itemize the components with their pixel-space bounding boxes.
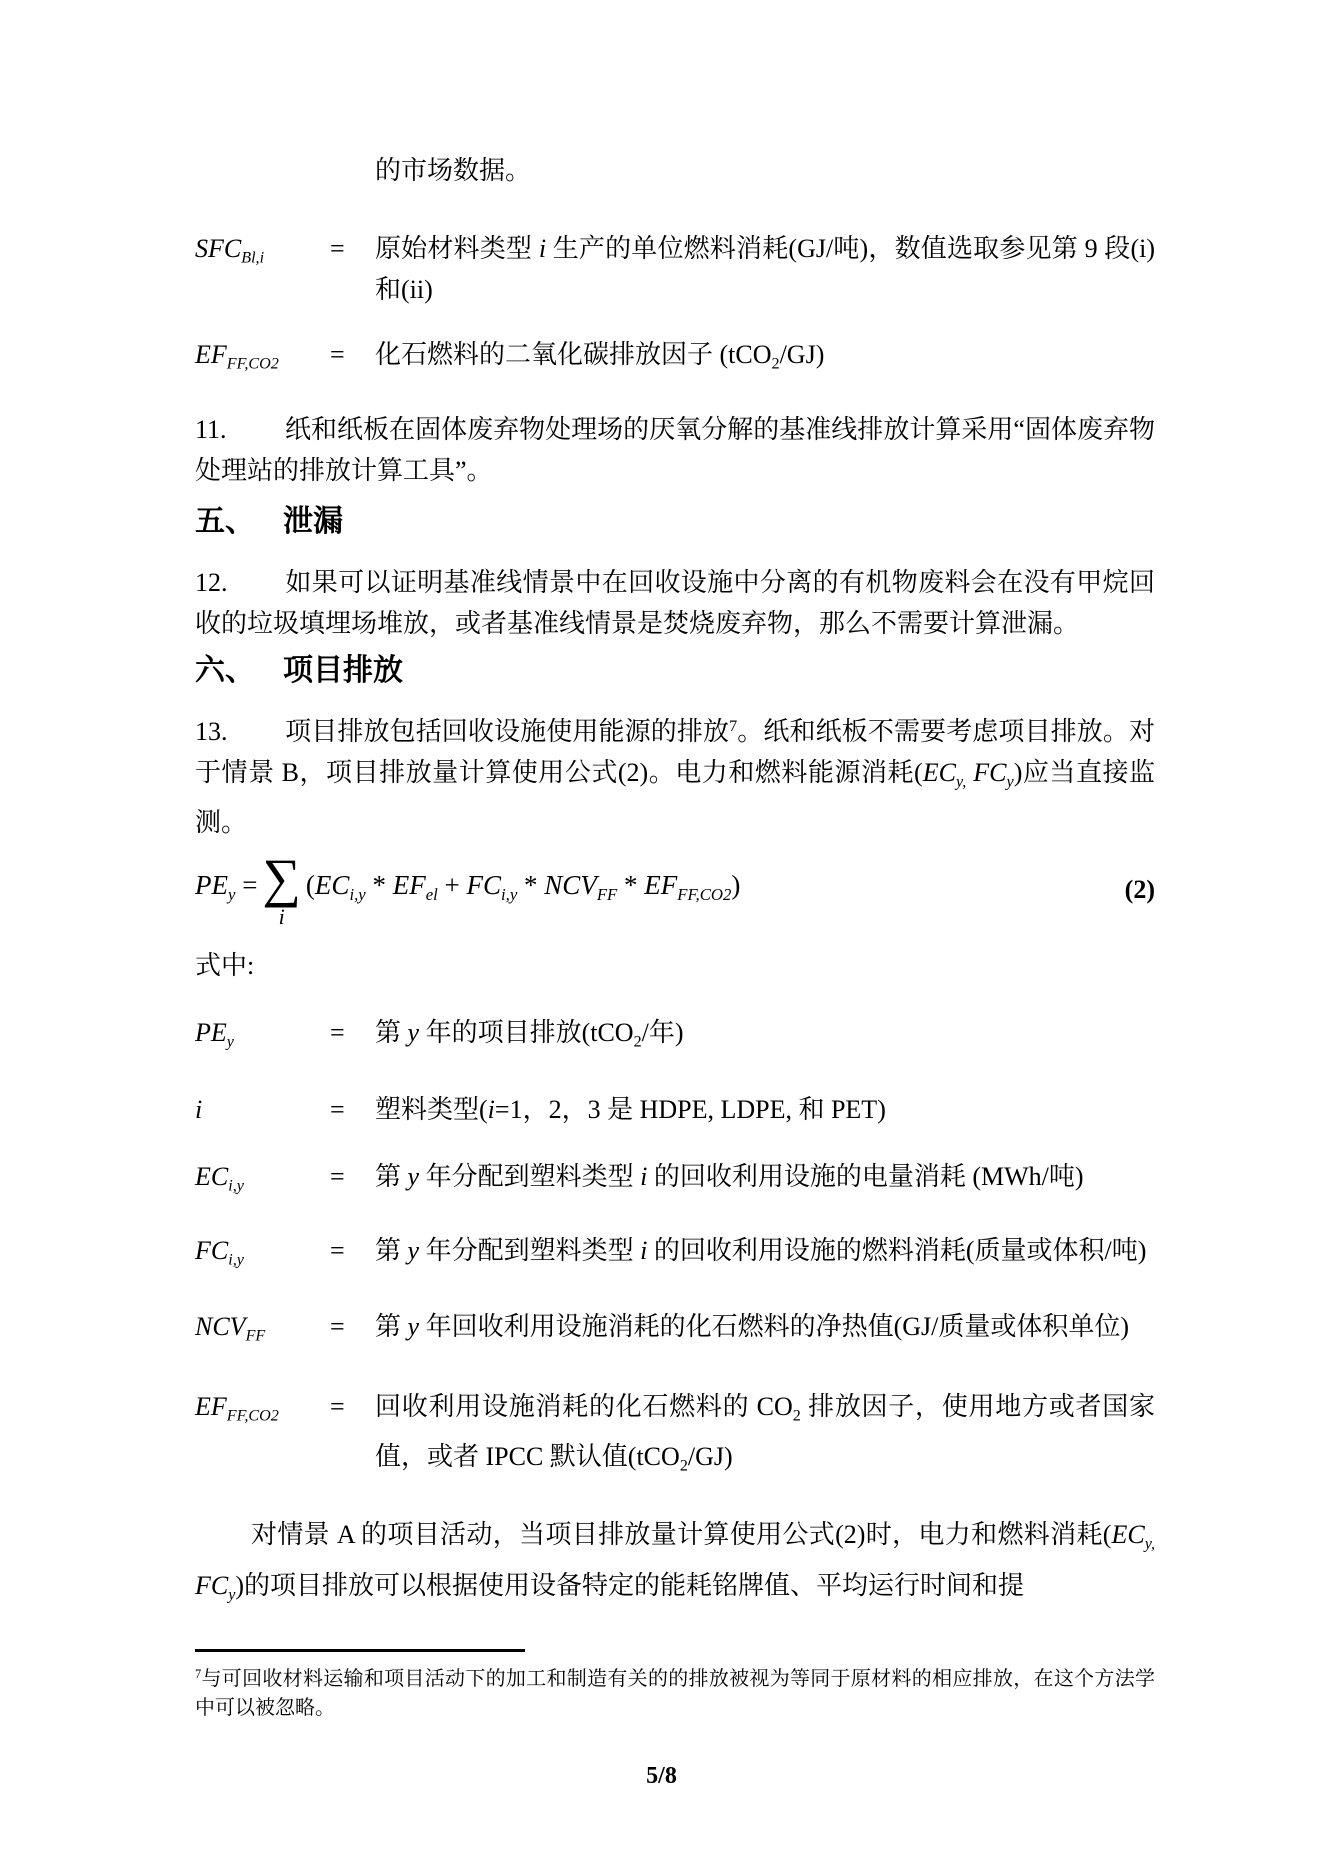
definition-text: 第 y 年分配到塑料类型 i 的回收利用设施的燃料消耗(质量或体积/吨) [375,1236,1147,1266]
paragraph-number: 12. [195,567,228,597]
variable-term: $EC_{i,y}$ [195,1161,244,1195]
definition-text: 化石燃料的二氧化碳排放因子 (tCO$_2$/GJ) [375,340,825,373]
definition-row-i [195,1089,1155,1130]
footnote-7: $^7$与可回收材料运输和项目活动下的加工和制造有关的的排放被视为等同于原材料的相应排放，在这个方法学中可以被忽略。 [195,1667,1155,1720]
definition-text: 第 y 年分配到塑料类型 i 的回收利用设施的电量消耗 (MWh/吨) [375,1161,1084,1191]
equals-sign: = [330,1018,345,1048]
section-number: 五、 [195,504,255,538]
section-number: 六、 [195,653,255,687]
definition-text: 回收利用设施消耗的化石燃料的 $CO_2$ 排放因子，使用地方或者国家值，或者 IPCC 默认值(tCO$_2$/GJ) [375,1391,1155,1475]
equals-sign: = [330,1312,345,1342]
equals-sign: = [330,1094,345,1124]
definition-row-sfc [195,228,1155,310]
variable-term: $EF_{FF,CO2}$ [195,340,279,373]
definition-row-pe [195,1012,1155,1063]
paragraph-number: 11. [195,414,227,444]
equals-sign: = [330,234,345,263]
variable-term: $EF_{FF,CO2}$ [195,1391,279,1425]
definition-row-fc [195,1230,1155,1281]
paragraph-text: 纸和纸板在固体废弃物处理场的厌氧分解的基准线排放计算采用“固体废弃物处理站的排放计算工具”。 [195,414,1155,485]
variable-term: $PE_y$ [195,1018,234,1051]
where-label: 式中: [195,951,255,981]
paragraph-number: 13. [195,716,228,746]
footnote-separator [195,1649,525,1652]
variable-term: i [195,1094,203,1124]
variable-term: $FC_{i,y}$ [195,1236,244,1270]
equation-2 [195,848,1155,930]
paragraph-scenario-a: 对情景 A 的项目活动，当项目排放量计算使用公式(2)时，电力和燃料消耗($EC_{y,}$ $FC_y$)的项目排放可以根据使用设备特定的能耗铭牌值、平均运行时间和提 [195,1519,1155,1604]
definition-text: 第 y 年回收利用设施消耗的化石燃料的净热值(GJ/质量或体积单位) [375,1312,1129,1342]
paragraph-12 [195,562,1155,644]
paragraph-13 [195,706,1155,844]
definition-text: 原始材料类型 i 生产的单位燃料消耗(GJ/吨)，数值选取参见第 9 段(i)和(ii) [375,234,1155,304]
definition-row-ef-ffco2-bottom [195,1386,1155,1487]
summation-symbol [262,848,301,930]
definition-row-ncv [195,1306,1155,1357]
variable-term: $NCV_{FF}$ [195,1312,266,1345]
definition-continuation-text: 的市场数据。 [375,156,532,185]
equation-lhs: $PE_y$ = [195,870,258,905]
section-title: 泄漏 [283,504,343,538]
equals-sign: = [330,340,345,369]
definition-text: 第 y 年的项目排放(tCO$_2$/年) [375,1018,684,1051]
definition-row-ef-ffco2 [195,334,1155,385]
page-number: 5/8 [646,1763,677,1789]
summation-index: i [278,904,285,930]
equals-sign: = [330,1391,345,1421]
paragraph-text: 如果可以证明基准线情景中在回收设施中分离的有机物废料会在没有甲烷回收的垃圾填埋场堆放，或者基准线情景是焚烧废弃物，那么不需要计算泄漏。 [195,567,1155,638]
equals-sign: = [330,1161,345,1191]
variable-term: $SFC_{Bl,i}$ [195,234,265,267]
equation-expression [195,848,741,930]
paragraph-11 [195,409,1155,491]
paragraph-text: 项目排放包括回收设施使用能源的排放$^7$。纸和纸板不需要考虑项目排放。对于情景 B，项目排放量计算使用公式(2)。电力和燃料能源消耗($EC_{y,}$ $FC_y$)应当直接监测。 [195,716,1156,838]
equals-sign: = [330,1236,345,1266]
definition-row-ec [195,1156,1155,1207]
section-heading-project-emissions [195,648,1155,694]
section-title: 项目排放 [283,653,403,687]
equation-number: (2) [1124,875,1155,905]
definition-row-continuation [195,150,1155,191]
sigma-glyph: ∑ [262,848,301,909]
definition-text: 塑料类型(i=1，2，3 是 HDPE, LDPE, 和 PET) [375,1094,886,1124]
section-heading-leakage [195,499,1155,545]
equation-rhs: $(EC_{i,y} * EF_{el} + FC_{i,y} * NCV_{FF} * EF_{FF,CO2})$ [305,870,741,905]
